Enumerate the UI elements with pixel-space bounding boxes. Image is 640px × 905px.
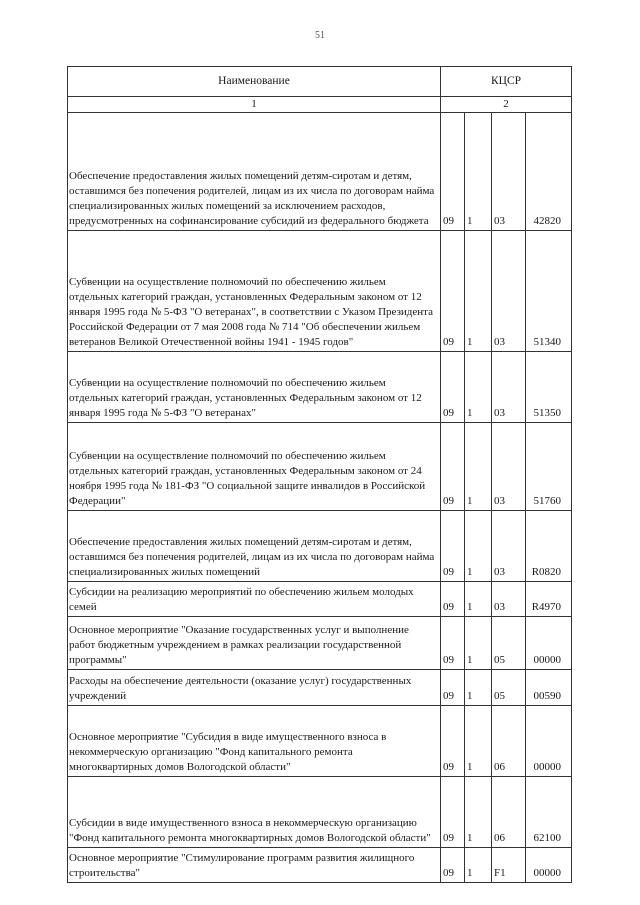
row-name: Субвенции на осуществление полномочий по обеспечению жильем отдельных категорий граждан, установленных Федеральным законом от 12 января 1995 года № 5-ФЗ "О ветеранах" [68, 352, 441, 423]
page-number: 51 [315, 30, 325, 41]
row-name: Обеспечение предоставления жилых помещений детям-сиротам и детям, оставшимся без попечения родителей, лицам из их числа по договорам найма специализированных жилых помещений за исключением расходов, предусмотренных на софинансирование субсидий из федерального бюджета [68, 113, 441, 231]
row-name: Субсидии на реализацию мероприятий по обеспечению жильем молодых семей [68, 582, 441, 617]
column-number-name: 1 [68, 97, 441, 113]
row-code-event: F1 [492, 848, 526, 883]
row-code-event: 03 [492, 582, 526, 617]
column-number-row [68, 97, 572, 113]
table-row [68, 670, 572, 706]
row-code-section: 09 [441, 617, 465, 670]
table-row [68, 777, 572, 848]
row-code-event: 05 [492, 670, 526, 706]
table-row [68, 617, 572, 670]
row-name: Субсидии в виде имущественного взноса в некоммерческую организацию "Фонд капитального ремонта многоквартирных домов Вологодской области" [68, 777, 441, 848]
row-code-direction: 51340 [526, 231, 572, 352]
row-code-subprogram: 1 [465, 511, 492, 582]
row-code-direction: 00590 [526, 670, 572, 706]
row-code-section: 09 [441, 231, 465, 352]
budget-classification-table [67, 66, 572, 883]
row-name: Обеспечение предоставления жилых помещений детям-сиротам и детям, оставшимся без попечения родителей, лицам из их числа по договорам найма специализированных жилых помещений [68, 511, 441, 582]
header-name: Наименование [68, 67, 441, 97]
row-code-event: 03 [492, 352, 526, 423]
row-code-event: 03 [492, 113, 526, 231]
row-code-event: 03 [492, 231, 526, 352]
row-code-subprogram: 1 [465, 352, 492, 423]
row-code-direction: 51350 [526, 352, 572, 423]
table-row [68, 582, 572, 617]
column-number-code: 2 [441, 97, 572, 113]
row-code-event: 03 [492, 423, 526, 511]
row-code-subprogram: 1 [465, 706, 492, 777]
row-code-direction: 00000 [526, 617, 572, 670]
row-code-section: 09 [441, 352, 465, 423]
row-code-section: 09 [441, 848, 465, 883]
table-row [68, 706, 572, 777]
header-row [68, 67, 572, 97]
row-name: Субвенции на осуществление полномочий по обеспечению жильем отдельных категорий граждан, установленных Федеральным законом от 24 ноября 1995 года № 181-ФЗ "О социальной защите инвалидов в Российской Федерации" [68, 423, 441, 511]
row-code-direction: 42820 [526, 113, 572, 231]
row-code-subprogram: 1 [465, 423, 492, 511]
row-code-direction: 00000 [526, 706, 572, 777]
row-code-subprogram: 1 [465, 670, 492, 706]
row-code-direction: 62100 [526, 777, 572, 848]
header-code: КЦСР [441, 67, 572, 97]
row-code-event: 05 [492, 617, 526, 670]
row-code-subprogram: 1 [465, 617, 492, 670]
table-row [68, 511, 572, 582]
row-code-section: 09 [441, 511, 465, 582]
row-name: Расходы на обеспечение деятельности (оказание услуг) государственных учреждений [68, 670, 441, 706]
row-code-subprogram: 1 [465, 231, 492, 352]
row-code-section: 09 [441, 423, 465, 511]
table-row [68, 848, 572, 883]
row-code-event: 06 [492, 777, 526, 848]
row-code-event: 03 [492, 511, 526, 582]
table-row [68, 231, 572, 352]
row-code-section: 09 [441, 706, 465, 777]
row-name: Субвенции на осуществление полномочий по обеспечению жильем отдельных категорий граждан, установленных Федеральным законом от 12 января 1995 года № 5-ФЗ "О ветеранах", в соответствии с Указом Президента Российской Федерации от 7 мая 2008 года № 714 "Об обеспечении жильем ветеранов Великой Отечественной войны 1941 - 1945 годов" [68, 231, 441, 352]
row-code-event: 06 [492, 706, 526, 777]
row-name: Основное мероприятие "Стимулирование программ развития жилищного строительства" [68, 848, 441, 883]
row-code-subprogram: 1 [465, 582, 492, 617]
row-code-section: 09 [441, 113, 465, 231]
row-code-direction: 00000 [526, 848, 572, 883]
row-code-subprogram: 1 [465, 848, 492, 883]
row-code-direction: R0820 [526, 511, 572, 582]
table-row [68, 352, 572, 423]
row-name: Основное мероприятие "Субсидия в виде имущественного взноса в некоммерческую организацию "Фонд капитального ремонта многоквартирных домов Вологодской области" [68, 706, 441, 777]
row-name: Основное мероприятие "Оказание государственных услуг и выполнение работ бюджетным учреждением в рамках реализации государственной программы" [68, 617, 441, 670]
row-code-subprogram: 1 [465, 777, 492, 848]
row-code-section: 09 [441, 582, 465, 617]
row-code-direction: R4970 [526, 582, 572, 617]
row-code-section: 09 [441, 777, 465, 848]
row-code-direction: 51760 [526, 423, 572, 511]
table-row [68, 113, 572, 231]
table-row [68, 423, 572, 511]
row-code-section: 09 [441, 670, 465, 706]
row-code-subprogram: 1 [465, 113, 492, 231]
